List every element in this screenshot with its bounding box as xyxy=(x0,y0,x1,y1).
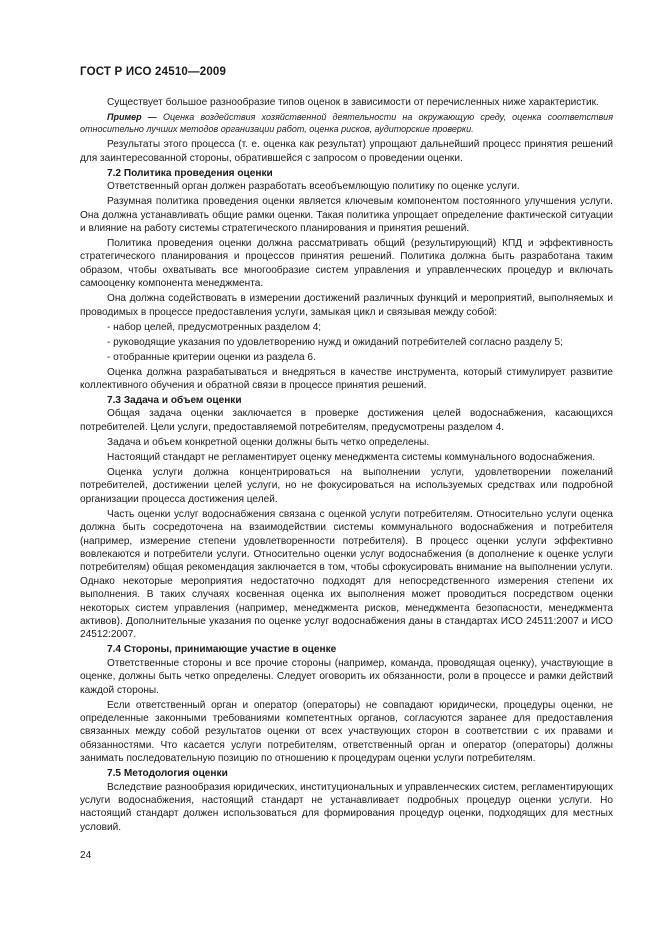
page-number: 24 xyxy=(80,850,92,861)
example-text: Оценка воздействия хозяйственной деятельности на окружающую среду, оценка соответствия относительно лучших методов организации работ, оценка рисков, аудиторские проверки. xyxy=(80,112,613,135)
list-item: - набор целей, предусмотренных разделом 4; xyxy=(80,321,613,334)
section-heading-7-3: 7.3 Задача и объем оценки xyxy=(107,395,242,407)
paragraph: Политика проведения оценки должна рассматривать общий (результирующий) КПД и эффективность стратегического планирования и процессов принятия решений. Политика должна быть разработана таким образом, чтобы охватывать все многообразие систем управления и управленческих процедур и включать самооценку компонента менеджмента. xyxy=(80,238,613,290)
list-item: - отобранные критерии оценки из раздела 6. xyxy=(80,351,613,364)
paragraph: Ответственные стороны и все прочие стороны (например, команда, проводящая оценку), участвующие в оценке, должны быть четко определены. Следует оговорить их обязанности, роли в процессе и рамки действий каждой стороны. xyxy=(80,657,613,696)
example-lead: Пример — xyxy=(107,112,157,123)
section-heading-7-2: 7.2 Политика проведения оценки xyxy=(107,167,273,179)
paragraph: Если ответственный орган и оператор (операторы) не совпадают юридически, процедуры оценки, не определенные законными требованиями компетентных органов, согласуются заранее для предоставления связанных между собой результатов оценки от всех участвующих сторон в соответствии с их правами и обязанностями. Что касается услуги потребителям, ответственный орган и оператор (операторы) должны занимать последовательную позицию по отношению к процедурам оценки услуги потребителям. xyxy=(80,699,613,765)
paragraph: Задача и объем конкретной оценки должны быть четко определены. xyxy=(107,436,430,448)
intro-paragraph: Результаты этого процесса (т. е. оценка как результат) упрощают дальнейший процесс принятия решений для заинтересованной стороны, обратившейся с запросом о проведении оценки. xyxy=(80,139,613,164)
paragraph: Часть оценки услуг водоснабжения связана с оценкой услуги потребителям. Относительно услуги оценка должна быть сосредоточена на взаимодействии системы коммунального водоснабжения и потребителя (например, измерение степени удовлетворенности потребителя). В процесс оценки услуги эффективно вовлекаются и потребители услуги. Относительно оценки услуг водоснабжения (в дополнение к оценке услуги потребителям) общая рекомендация заключается в том, чтобы сфокусировать внимание на выполнении услуги. Однако некоторые мероприятия недостаточно подходят для непосредственного измерения степени их выполнения. В таких случаях косвенная оценка их выполнения может проводиться посредством оценки некоторых систем управления (например, менеджмента рисков, менеджмента безопасности, менеджмента активов). Дополнительные указания по оценке услуг водоснабжения даны в стандартах ИСО 24511:2007 и ИСО 24512:2007. xyxy=(80,508,613,641)
section-heading-7-5: 7.5 Методология оценки xyxy=(107,768,228,780)
paragraph: Ответственный орган должен разработать всеобъемлющую политику по оценке услуги. xyxy=(107,181,520,193)
paragraph: Она должна содействовать в измерении достижений различных функций и мероприятий, выполняемых и проводимых в процессе предоставления услуги, замыкая цикл и связывая между собой: xyxy=(80,293,613,318)
paragraph: Разумная политика проведения оценки является ключевым компонентом постоянного улучшения услуги. Она должна устанавливать общие рамки оценки. Такая политика упрощает определение фактической ситуации и влияние на работу системы стратегического планирования и принятия решений. xyxy=(80,196,613,235)
example-note xyxy=(80,111,613,135)
section-heading-7-4: 7.4 Стороны, принимающие участие в оценке xyxy=(107,644,337,656)
paragraph: Оценка должна разрабатываться и внедряться в качестве инструмента, который стимулирует развитие коллективного обучения и обратной связи в процессе принятия решений. xyxy=(80,366,613,392)
paragraph: Оценка услуги должна концентрироваться на выполнении услуги, удовлетворении пожеланий потребителей, достижении целей услуги, но не фокусироваться на используемых средствах или подробной организации процесса достижения целей. xyxy=(80,466,613,505)
document-body xyxy=(80,96,613,834)
document-header: ГОСТ Р ИСО 24510—2009 xyxy=(80,66,227,78)
paragraph: Настоящий стандарт не регламентирует оценку менеджмента системы коммунального водоснабжения. xyxy=(107,451,596,463)
paragraph: Общая задача оценки заключается в проверке достижения целей водоснабжения, касающихся потребителей. Цели услуги, предоставляемой потребителям, предусмотрены разделом 4. xyxy=(80,408,613,433)
list-item: - руководящие указания по удовлетворению нужд и ожиданий потребителей согласно разделу 5; xyxy=(80,336,613,349)
bullet-list xyxy=(80,321,613,364)
intro-paragraph: Существует большое разнообразие типов оценок в зависимости от перечисленных ниже характеристик. xyxy=(107,97,599,108)
paragraph: Вследствие разнообразия юридических, институциональных и управленческих систем, регламентирующих услуги водоснабжения, настоящий стандарт не устанавливает подробных процедур оценки услуги. Но настоящий стандарт должен использоваться для формирования процедур оценки, подходящих для местных условий. xyxy=(80,781,613,833)
